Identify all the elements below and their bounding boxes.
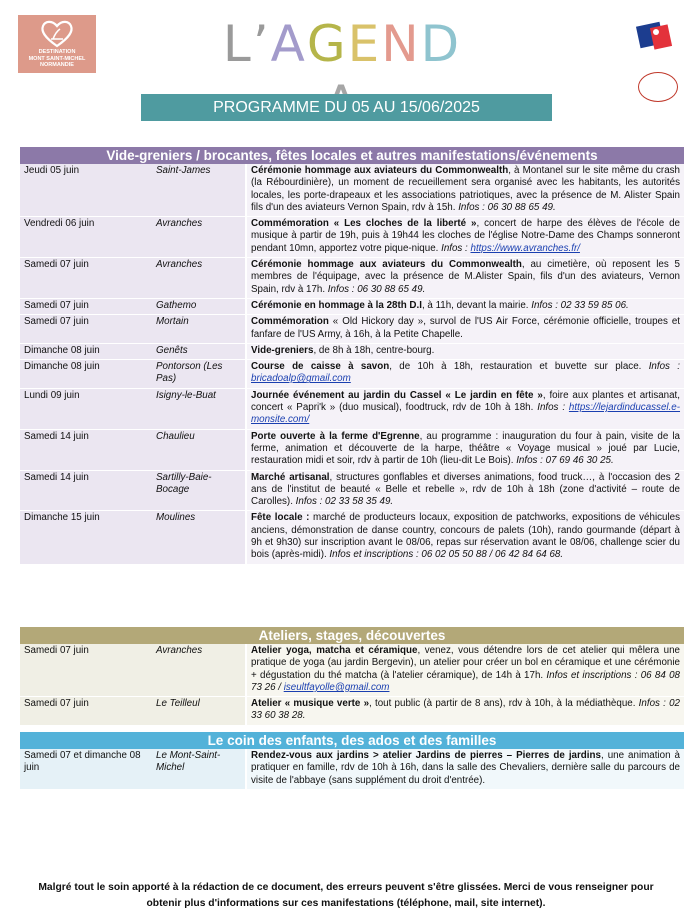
partner-badge-icon bbox=[632, 20, 676, 52]
table-row bbox=[20, 644, 684, 697]
event-description bbox=[246, 343, 684, 359]
table-row bbox=[20, 217, 684, 258]
event-place: Moulines bbox=[152, 511, 246, 564]
table-row bbox=[20, 470, 684, 511]
event-text: , à 11h, devant la mairie. bbox=[421, 299, 532, 311]
heart-logo-icon bbox=[40, 18, 74, 48]
event-description bbox=[246, 644, 684, 697]
title-letter: ’ bbox=[252, 15, 271, 73]
table-row bbox=[20, 298, 684, 314]
agenda-section bbox=[20, 147, 684, 565]
title-letter: D bbox=[420, 15, 462, 73]
agenda-table bbox=[20, 164, 684, 565]
event-info: Infos : 02 33 60 38 28. bbox=[251, 698, 680, 722]
event-place: Isigny-le-Buat bbox=[152, 388, 246, 429]
event-date: Samedi 07 juin bbox=[20, 644, 152, 697]
disclaimer-footer: Malgré tout le soin apporté à la rédaction de ce document, des erreurs peuvent s'être glissées. Merci de vous renseigner pour obtenir plus d'informations sur ces manifestations (téléphone, mail, site internet). bbox=[38, 882, 654, 909]
event-text: , au programme : inauguration du four à pain, visite de la ferme, animation et découverte de la harpe, théâtre « Voyage musical » joué par Lucie, restauration midi et soir, rdv à partir de 10h (lieu-dit Le Bois). bbox=[251, 430, 680, 467]
event-title: Porte ouverte à la ferme d'Egrenne bbox=[251, 430, 420, 442]
event-place: Sartilly-Baie-Bocage bbox=[152, 470, 246, 511]
table-row bbox=[20, 697, 684, 726]
agenda-table bbox=[20, 749, 684, 790]
event-title: Atelier yoga, matcha et céramique bbox=[251, 645, 418, 656]
event-text: , structures gonflables et diverses animations, food truck…, à l'occasion des 2 ans de l'institut de beauté « Belle et rebelle », rdv de 10h à 18h (zone d'activité – route de Carolles). bbox=[251, 471, 681, 508]
event-place: Chaulieu bbox=[152, 429, 246, 470]
event-title: Journée événement au jardin du Cassel « Le jardin en fête » bbox=[251, 389, 543, 401]
event-title: Commémoration « Les cloches de la liberté » bbox=[251, 218, 477, 230]
event-info: Infos : 07 69 46 30 25. bbox=[516, 455, 614, 467]
event-text: , une animation à pratiquer en famille, rdv de 10h à 16h, dans la salle des Chevaliers, dernière salle du parcours de visite de l'abbaye (sans supplément du droit d'entrée). bbox=[251, 750, 681, 786]
event-info: Infos : 06 30 88 65 49. bbox=[458, 201, 556, 213]
event-text: , tout public (à partir de 8 ans), rdv à 10h, à la médiathèque. bbox=[369, 698, 639, 710]
event-info: Infos : bbox=[648, 361, 680, 373]
event-place: Pontorson (Les Pas) bbox=[152, 360, 246, 389]
event-date: Dimanche 08 juin bbox=[20, 343, 152, 359]
event-date: Jeudi 05 juin bbox=[20, 164, 152, 217]
event-date: Samedi 07 juin bbox=[20, 315, 152, 344]
event-text: « Old Hickory day », survol de l'US Air Force, cérémonie officielle, troupes et fanfare de l'US Army, à 16h, à la Petite Chapelle. bbox=[251, 316, 680, 340]
event-date: Samedi 07 juin bbox=[20, 258, 152, 299]
event-info: Infos : bbox=[537, 402, 569, 414]
event-title: Atelier « musique verte » bbox=[251, 698, 370, 710]
event-title: Cérémonie hommage aux aviateurs du Commonwealth bbox=[251, 259, 522, 271]
event-title: Commémoration bbox=[251, 316, 329, 328]
title-letter: L bbox=[222, 15, 253, 73]
event-date: Samedi 14 juin bbox=[20, 429, 152, 470]
event-title: Fête locale : bbox=[251, 512, 310, 524]
quality-label-icon bbox=[638, 72, 678, 102]
event-description bbox=[246, 388, 684, 429]
event-description bbox=[246, 511, 684, 564]
event-description bbox=[246, 315, 684, 344]
event-title: Cérémonie en hommage à la 28th D.I bbox=[251, 299, 422, 311]
title-letter: N bbox=[381, 15, 421, 73]
event-link[interactable]: iseultfayolle@gmail.com bbox=[283, 681, 390, 693]
event-text: , à Montanel sur le site même du crash (la Rébourdinière), un moment de recueillement sera organisé avec les habitants, les autorités locales, les porte-drapeaux et les associations patriotiques, avec la présence de M. Alister Spain fils d'un des aviateurs Vernon Spain, rdv à 15h. bbox=[251, 165, 680, 213]
event-place: Avranches bbox=[152, 258, 246, 299]
table-row bbox=[20, 749, 684, 789]
event-info: Infos et inscriptions : 06 02 05 50 88 / 06 42 84 64 68. bbox=[329, 549, 564, 561]
table-row bbox=[20, 388, 684, 429]
event-info: Infos : bbox=[441, 242, 471, 254]
section-heading: Ateliers, stages, découvertes bbox=[20, 627, 684, 644]
logo-line-3: NORMANDIE bbox=[40, 62, 74, 68]
table-row bbox=[20, 343, 684, 359]
event-description bbox=[246, 217, 684, 258]
event-title: Marché artisanal bbox=[251, 471, 330, 483]
title-letter: A bbox=[270, 15, 307, 73]
table-row bbox=[20, 258, 684, 299]
event-description bbox=[246, 429, 684, 470]
event-description bbox=[246, 164, 684, 217]
agenda-table bbox=[20, 644, 684, 726]
event-info: Infos : 02 33 58 35 49. bbox=[295, 496, 394, 508]
event-text: , concert de harpe des élèves de l'école de musique à partir de 19h, puis à 19h44 les cloches de l'église Notre-Dame des Champs sonneront pendant 10mn, apportez votre pique-nique. bbox=[251, 218, 680, 254]
event-place: Genêts bbox=[152, 343, 246, 359]
event-description bbox=[246, 749, 684, 789]
destination-logo bbox=[18, 15, 96, 73]
event-description bbox=[246, 697, 684, 726]
title-letter: G bbox=[306, 15, 348, 73]
event-date: Samedi 07 juin bbox=[20, 298, 152, 314]
programme-banner: PROGRAMME DU 05 AU 15/06/2025 bbox=[141, 94, 552, 121]
event-place: Gathemo bbox=[152, 298, 246, 314]
event-date: Samedi 07 et dimanche 08 juin bbox=[20, 749, 152, 789]
table-row bbox=[20, 429, 684, 470]
event-title: Cérémonie hommage aux aviateurs du Commonwealth bbox=[251, 165, 509, 176]
event-description bbox=[246, 258, 684, 299]
section-heading: Vide-greniers / brocantes, fêtes locales et autres manifestations/événements bbox=[20, 147, 684, 164]
event-text: , de 8h à 18h, centre-bourg. bbox=[313, 344, 435, 356]
table-row bbox=[20, 315, 684, 344]
title-letter: E bbox=[347, 15, 382, 73]
event-info: Infos : 06 30 88 65 49. bbox=[327, 283, 426, 295]
section-heading: Le coin des enfants, des ados et des familles bbox=[20, 732, 684, 749]
event-date: Samedi 07 juin bbox=[20, 697, 152, 726]
event-date: Samedi 14 juin bbox=[20, 470, 152, 511]
logo-line-2: MONT SAINT-MICHEL bbox=[28, 55, 86, 62]
logo-line-1: DESTINATION bbox=[38, 49, 76, 55]
event-place: Saint-James bbox=[152, 164, 246, 217]
event-place: Mortain bbox=[152, 315, 246, 344]
table-row bbox=[20, 511, 684, 564]
event-link[interactable]: https://lejardinducassel.e-monsite.com/ bbox=[251, 402, 681, 426]
event-info: Infos et inscriptions : 06 84 08 73 26 / bbox=[251, 669, 680, 693]
event-info: Infos : 02 33 59 85 06. bbox=[531, 299, 629, 311]
event-date: Lundi 09 juin bbox=[20, 388, 152, 429]
event-place: Avranches bbox=[152, 217, 246, 258]
event-description bbox=[246, 360, 684, 389]
event-title: Rendez-vous aux jardins > atelier Jardins de pierres – Pierres de jardins bbox=[251, 750, 601, 761]
event-place: Le Mont-Saint-Michel bbox=[152, 749, 246, 789]
event-place: Le Teilleul bbox=[152, 697, 246, 726]
event-text: , de 10h à 18h, restauration et buvette sur place. bbox=[389, 361, 649, 373]
agenda-section bbox=[20, 627, 684, 726]
table-row bbox=[20, 164, 684, 217]
event-title: Course de caisse à savon bbox=[251, 361, 390, 373]
event-date: Dimanche 08 juin bbox=[20, 360, 152, 389]
event-place: Avranches bbox=[152, 644, 246, 697]
event-text: , venez, vous détendre lors de cet atelier qui mêlera une pratique de yoga (au jardin Bergevin), un atelier pour créer un bol en céramique et une cérémonie + dégustation du thé matcha (à l'atelier céramique), de 14h à 17h. bbox=[251, 645, 680, 681]
event-link[interactable]: bricadoalp@gmail.com bbox=[251, 373, 351, 385]
event-title: Vide-greniers bbox=[251, 344, 314, 356]
event-date: Dimanche 15 juin bbox=[20, 511, 152, 564]
agenda-section bbox=[20, 732, 684, 790]
event-link[interactable]: https://www.avranches.fr/ bbox=[470, 242, 580, 254]
event-text: , au cimetière, où reposent les 5 membres de l'équipage, avec la présence de M.Alister Spain, fils d'un des aviateurs, Vernon Spain, rdv à 17h. bbox=[251, 259, 680, 295]
event-date: Vendredi 06 juin bbox=[20, 217, 152, 258]
event-description bbox=[246, 470, 684, 511]
event-text: marché de producteurs locaux, exposition de patchworks, expositions de véhicules anciens, démonstration de danse country, concours de palets (10h), rando gourmande (départ à 9h et 9h30) sur inscription avant le 08/06, repas sur réservation avant le 08/06, challenge scier du bois (après-midi). bbox=[251, 512, 680, 561]
table-row bbox=[20, 360, 684, 389]
event-text: , foire aux plantes et artisanat, concert « Papri'k » (duo musical), foodtruck, rdv de 10h à 18h. bbox=[251, 389, 681, 414]
event-description bbox=[246, 298, 684, 314]
